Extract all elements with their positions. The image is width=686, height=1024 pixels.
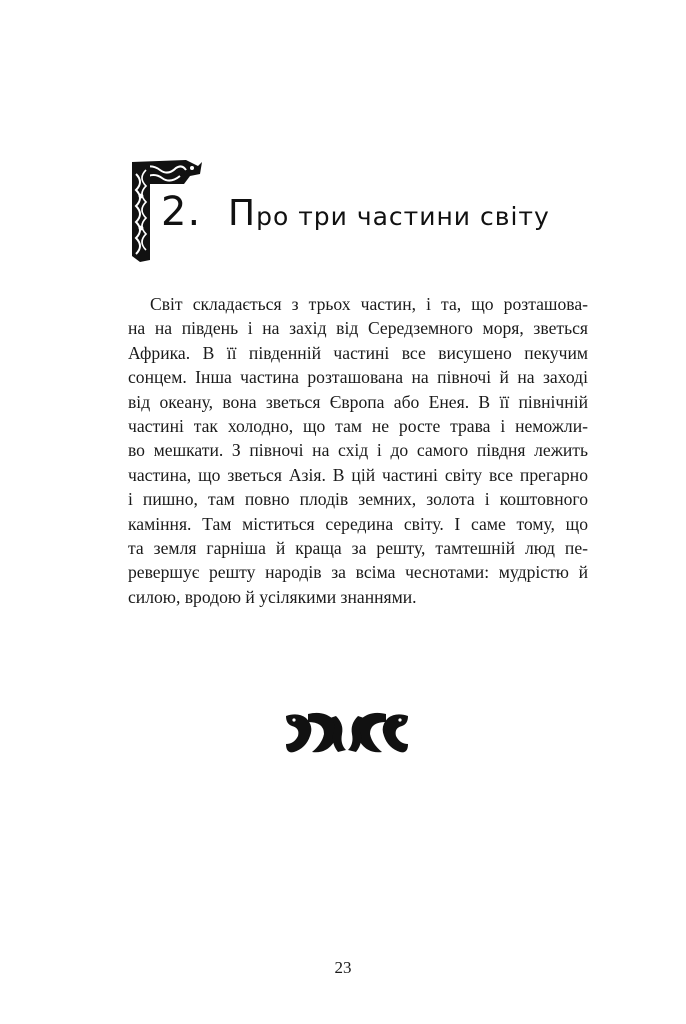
body-line: сонцем. Інша частина розташована на півночі й на заході bbox=[128, 367, 588, 388]
chapter-title-rest: ро три частини світу bbox=[256, 202, 550, 231]
body-line: на на південь і на захід від Середземного моря, зветься bbox=[128, 318, 588, 339]
body-line: від океану, вона зветься Європа або Енея. В її північній bbox=[128, 391, 588, 412]
body-line: силою, вродою й усілякими знаннями. bbox=[128, 586, 417, 607]
body-line: ревершує решту народів за всіма чеснотами: мудрістю й bbox=[128, 562, 588, 583]
chapter-title-initial: П bbox=[228, 193, 257, 234]
body-line: Африка. В її південній частині все висушено пекучим bbox=[128, 342, 588, 363]
knotwork-beasts-ornament-icon bbox=[284, 710, 410, 756]
body-paragraph bbox=[128, 292, 588, 609]
page-number: 23 bbox=[334, 958, 352, 977]
body-line: частині так холодно, що там не росте трава і неможли- bbox=[128, 415, 588, 436]
body-line: каміння. Там міститься середина світу. І саме тому, що bbox=[128, 513, 588, 534]
body-line: частина, що зветься Азія. В цій частині світу все прегарно bbox=[128, 464, 588, 485]
chapter-title bbox=[228, 194, 550, 237]
body-line: во мешкати. З півночі на схід і до самого півдня лежить bbox=[128, 440, 588, 461]
body-line: і пишно, там повно плодів земних, золота і коштовного bbox=[128, 489, 588, 510]
body-line: та земля гарніша й краща за решту, тамтешній люд пе- bbox=[128, 537, 588, 558]
chapter-number: 2. bbox=[161, 189, 202, 235]
body-line: Світ складається з трьох частин, і та, що розташова- bbox=[150, 294, 588, 314]
